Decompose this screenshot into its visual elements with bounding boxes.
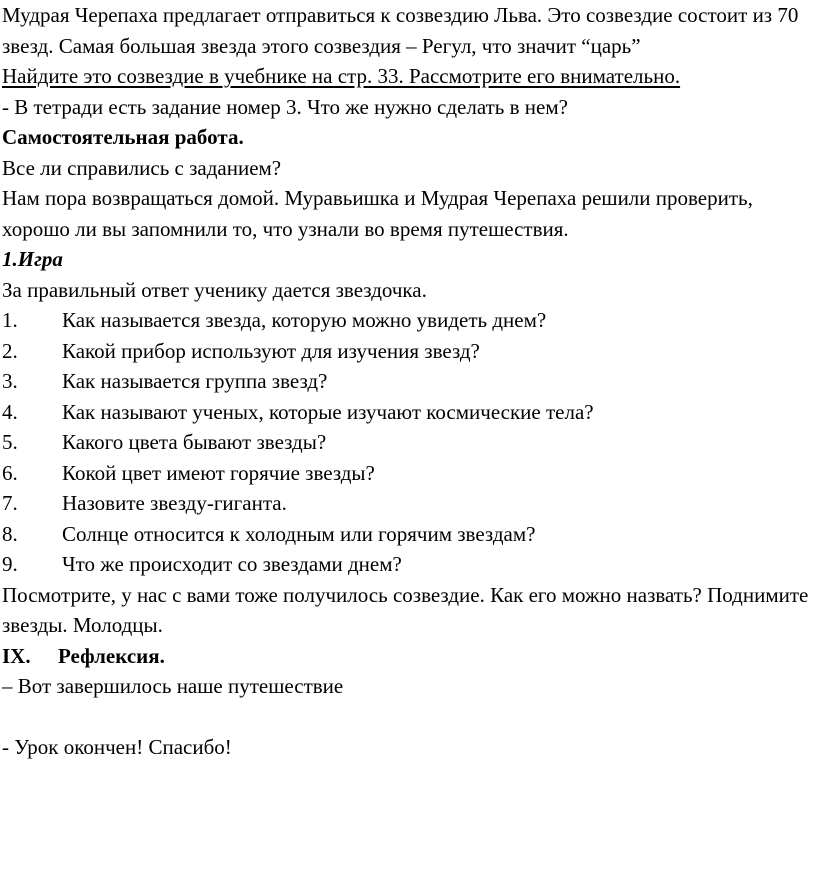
list-item-text: Что же происходит со звездами днем? bbox=[62, 552, 402, 576]
list-item bbox=[2, 519, 814, 550]
list-item-text: Как называется звезда, которую можно увидеть днем? bbox=[62, 308, 547, 332]
list-item-text: Какого цвета бывают звезды? bbox=[62, 430, 327, 454]
list-item-number: 2. bbox=[2, 338, 18, 363]
textbook-task: Найдите это созвездие в учебнике на стр. 33. Рассмотрите его внимательно. bbox=[2, 64, 681, 88]
intro-paragraph: Мудрая Черепаха предлагает отправиться к созвездию Льва. Это созвездие состоит из 70 звезд. Самая большая звезда этого созвездия – Регул, что значит “царь” bbox=[2, 3, 799, 58]
list-item bbox=[2, 397, 814, 428]
reflection-number: IX. bbox=[2, 643, 31, 668]
list-item-text: Солнце относится к холодным или горячим звездам? bbox=[62, 521, 536, 546]
list-item-number: 3. bbox=[2, 369, 18, 393]
list-item-text: Какой прибор используют для изучения звезд? bbox=[62, 338, 480, 363]
independent-work-title: Самостоятельная работа. bbox=[2, 125, 244, 149]
list-item-text: Кокой цвет имеют горячие звезды? bbox=[62, 460, 375, 485]
reflection-heading bbox=[2, 641, 814, 672]
game-questions-list bbox=[2, 305, 814, 580]
list-item-text: Как называют ученых, которые изучают космические тела? bbox=[62, 399, 594, 424]
return-home-paragraph: Нам пора возвращаться домой. Муравьишка и Мудрая Черепаха решили проверить, хорошо ли вы запомнили то, что узнали во время путешествия. bbox=[2, 186, 753, 241]
list-item-text: Назовите звезду-гиганта. bbox=[62, 491, 287, 515]
list-item-number: 8. bbox=[2, 521, 18, 546]
list-item bbox=[2, 549, 814, 580]
list-item-number: 7. bbox=[2, 491, 18, 515]
completion-question: Все ли справились с заданием? bbox=[2, 155, 282, 180]
reflection-line: – Вот завершилось наше путешествие bbox=[2, 674, 344, 698]
list-item bbox=[2, 488, 814, 519]
document-body bbox=[2, 0, 814, 763]
reflection-title: Рефлексия. bbox=[58, 643, 165, 668]
list-item-text: Как называется группа звезд? bbox=[62, 369, 328, 393]
list-item-number: 9. bbox=[2, 552, 18, 576]
constellation-paragraph: Посмотрите, у нас с вами тоже получилось созвездие. Как его можно назвать? Поднимите звезды. Молодцы. bbox=[2, 582, 809, 637]
list-item-number: 1. bbox=[2, 308, 18, 332]
closing-line: - Урок окончен! Спасибо! bbox=[2, 735, 232, 759]
game-title: 1.Игра bbox=[2, 247, 63, 271]
list-item-number: 6. bbox=[2, 460, 18, 485]
list-item bbox=[2, 458, 814, 489]
game-rule: За правильный ответ ученику дается звездочка. bbox=[2, 277, 427, 302]
blank-line bbox=[2, 702, 814, 733]
list-item bbox=[2, 336, 814, 367]
notebook-question: - В тетради есть задание номер 3. Что же нужно сделать в нем? bbox=[2, 94, 568, 119]
list-item bbox=[2, 366, 814, 397]
list-item bbox=[2, 427, 814, 458]
list-item-number: 4. bbox=[2, 399, 18, 424]
list-item bbox=[2, 305, 814, 336]
list-item-number: 5. bbox=[2, 430, 18, 454]
